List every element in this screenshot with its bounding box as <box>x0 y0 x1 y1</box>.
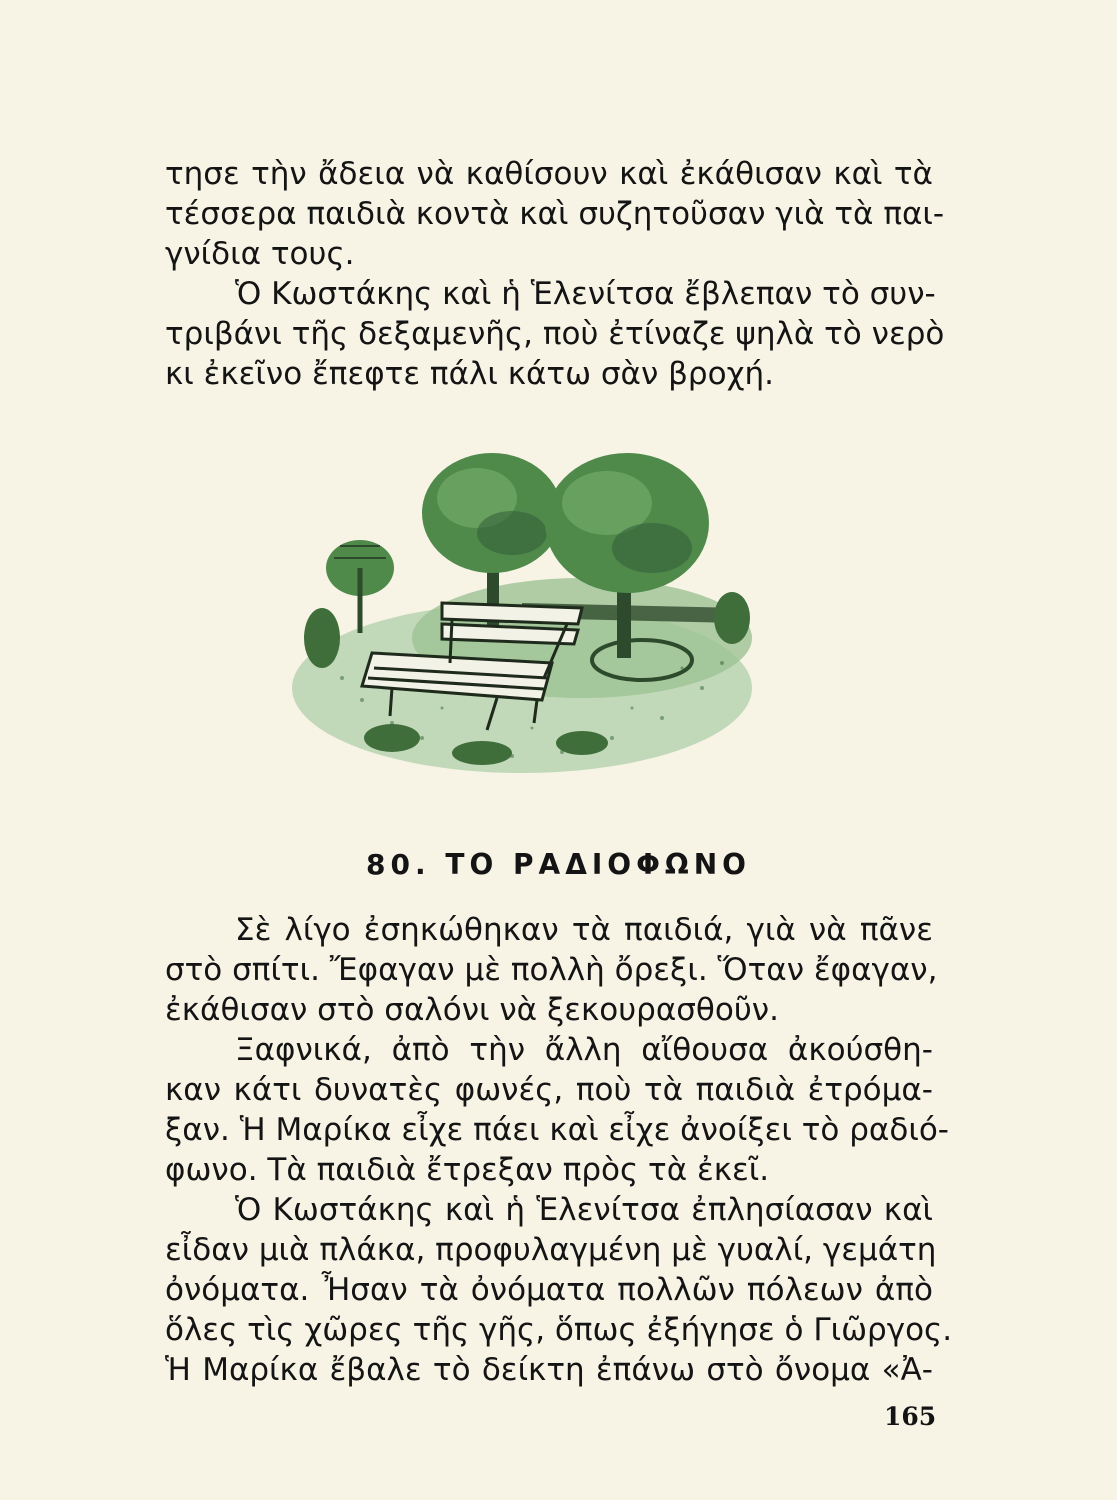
text-line: ξαν. Ἡ Μαρίκα εἶχε πάει καὶ εἶχε ἀνοίξει τὸ ραδιό- <box>165 1112 949 1148</box>
text-line: τησε τὴν ἄδεια νὰ καθίσουν καὶ ἐκάθισαν καὶ τὰ <box>165 156 933 192</box>
paragraph-4 <box>165 1030 949 1190</box>
text-line: Σὲ λίγο ἐσηκώθηκαν τὰ παιδιά, γιὰ νὰ πᾶνε <box>235 912 933 948</box>
text-line: φωνο. Τὰ παιδιὰ ἔτρεξαν πρὸς τὰ ἐκεῖ. <box>165 1152 770 1188</box>
section-heading: 80. ΤΟ ΡΑΔΙΟΦΩΝΟ <box>366 848 751 881</box>
text-line: ὀνόματα. Ἦσαν τὰ ὀνόματα πολλῶν πόλεων ἀπὸ <box>165 1272 933 1308</box>
page-number: 165 <box>884 1402 937 1431</box>
text-line: Ἡ Μαρίκα ἔβαλε τὸ δείκτη ἐπάνω στὸ ὄνομα «Ἀ- <box>165 1352 933 1388</box>
paragraph-5 <box>165 1190 953 1390</box>
paragraph-2 <box>165 274 945 394</box>
text-line: ὅλες τὶς χῶρες τῆς γῆς, ὅπως ἐξήγησε ὁ Γιῶργος. <box>165 1312 953 1348</box>
paragraph-1 <box>165 154 945 274</box>
small-tree-icon <box>326 540 394 633</box>
text-line: τριβάνι τῆς δεξαμενῆς, ποὺ ἐτίναζε ψηλὰ τὸ νερὸ <box>165 316 945 352</box>
text-line: στὸ σπίτι. Ἔφαγαν μὲ πολλὴ ὄρεξι. Ὅταν ἔφαγαν, <box>165 952 938 988</box>
text-line: γνίδια τους. <box>165 236 355 272</box>
text-line: Ὁ Κωστάκης καὶ ἡ Ἑλενίτσα ἔβλεπαν τὸ συν- <box>235 276 936 312</box>
park-bench-illustration <box>282 438 762 778</box>
text-line: καν κάτι δυνατὲς φωνές, ποὺ τὰ παιδιὰ ἐτρόμα- <box>165 1072 933 1108</box>
text-line: ἐκάθισαν στὸ σαλόνι νὰ ξεκουρασθοῦν. <box>165 992 779 1028</box>
text-line: τέσσερα παιδιὰ κοντὰ καὶ συζητοῦσαν γιὰ τὰ παι- <box>165 196 945 232</box>
text-line: Ξαφνικά, ἀπὸ τὴν ἄλλη αἴθουσα ἀκούσθη- <box>235 1032 933 1068</box>
text-line: εἶδαν μιὰ πλάκα, προφυλαγμένη μὲ γυαλί, γεμάτη <box>165 1232 937 1268</box>
text-line: κι ἐκεῖνο ἔπεφτε πάλι κάτω σὰν βροχή. <box>165 356 774 392</box>
paragraph-3 <box>165 910 938 1030</box>
text-line: Ὁ Κωστάκης καὶ ἡ Ἑλενίτσα ἐπλησίασαν καὶ <box>235 1192 933 1228</box>
